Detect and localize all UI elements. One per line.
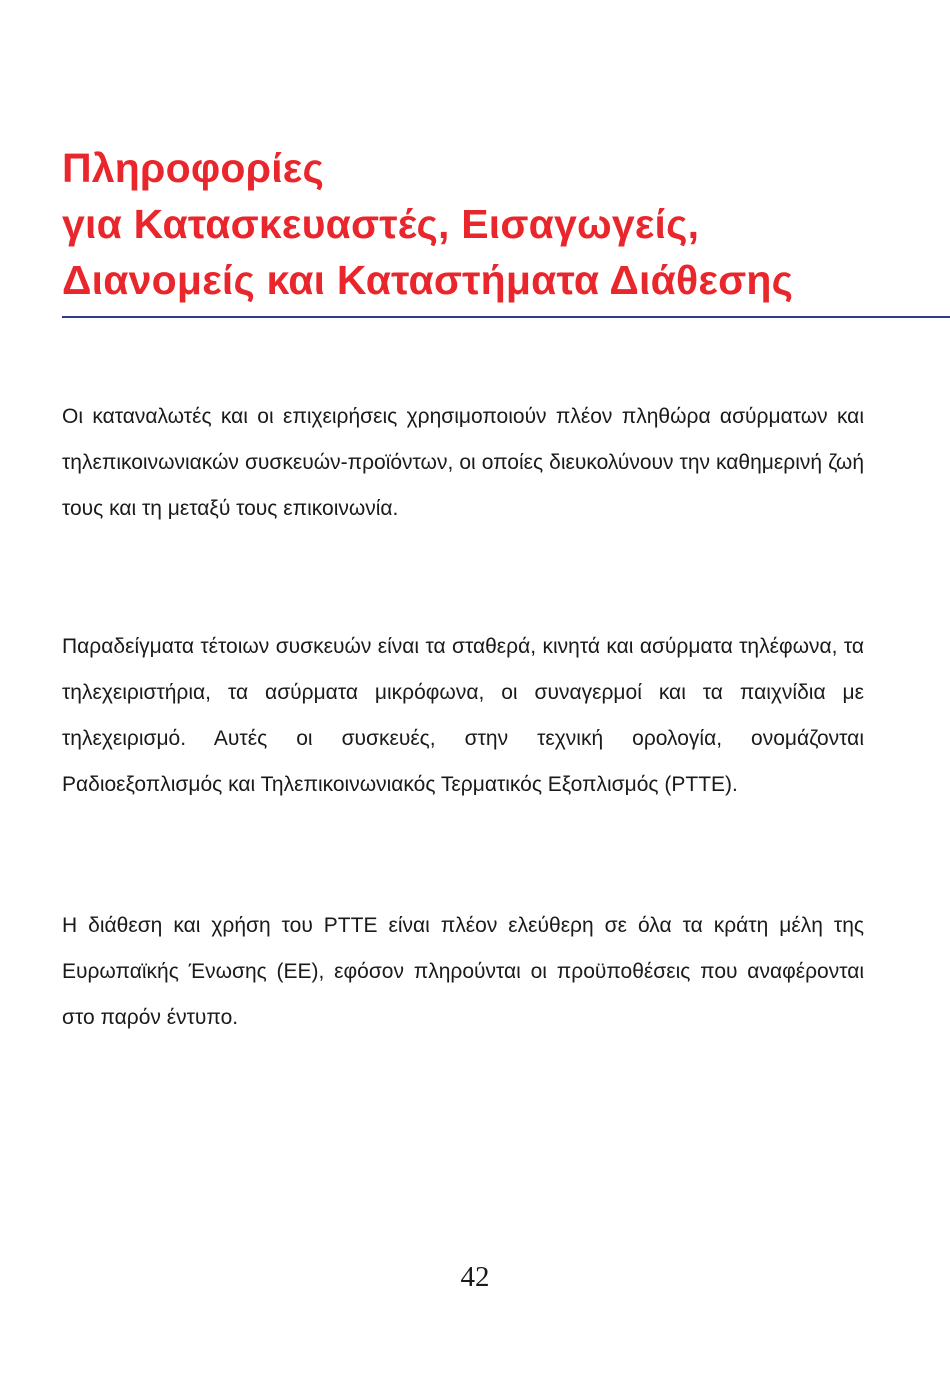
page-title (62, 140, 932, 308)
page-number: 42 (460, 1261, 490, 1293)
title-line-2: για Κατασκευαστές, Εισαγωγείς, (62, 201, 700, 247)
title-line-1: Πληροφορίες (62, 145, 324, 191)
paragraph-intro: Οι καταναλωτές και οι επιχειρήσεις χρησιμοποιούν πλέον πληθώρα ασύρματων και τηλεπικοινωνιακών συσκευών-προϊόντων, οι οποίες διευκολύνουν την καθημερινή ζωή τους και τη μεταξύ τους επικοινωνία. (62, 405, 864, 520)
paragraph-examples: Παραδείγματα τέτοιων συσκευών είναι τα σταθερά, κινητά και ασύρματα τηλέφωνα, τα τηλεχειριστήρια, τα ασύρματα μικρόφωνα, οι συναγερμοί και τα παιχνίδια με τηλεχειρισμό. Αυτές οι συσκευές, στην τεχνική ορολογία, ονομάζονται Ραδιοεξοπλισμός και Τηλεπικοινωνιακός Τερματικός Εξοπλισμός (PTTE). (62, 635, 864, 796)
title-divider (62, 316, 950, 318)
paragraph-availability: Η διάθεση και χρήση του PTTE είναι πλέον ελεύθερη σε όλα τα κράτη μέλη της Ευρωπαϊκής Ένωσης (ΕΕ), εφόσον πληρούνται οι προϋποθέσεις που αναφέρονται στο παρόν έντυπο. (62, 914, 864, 1029)
title-line-3: Διανομείς και Καταστήματα Διάθεσης (62, 257, 794, 303)
